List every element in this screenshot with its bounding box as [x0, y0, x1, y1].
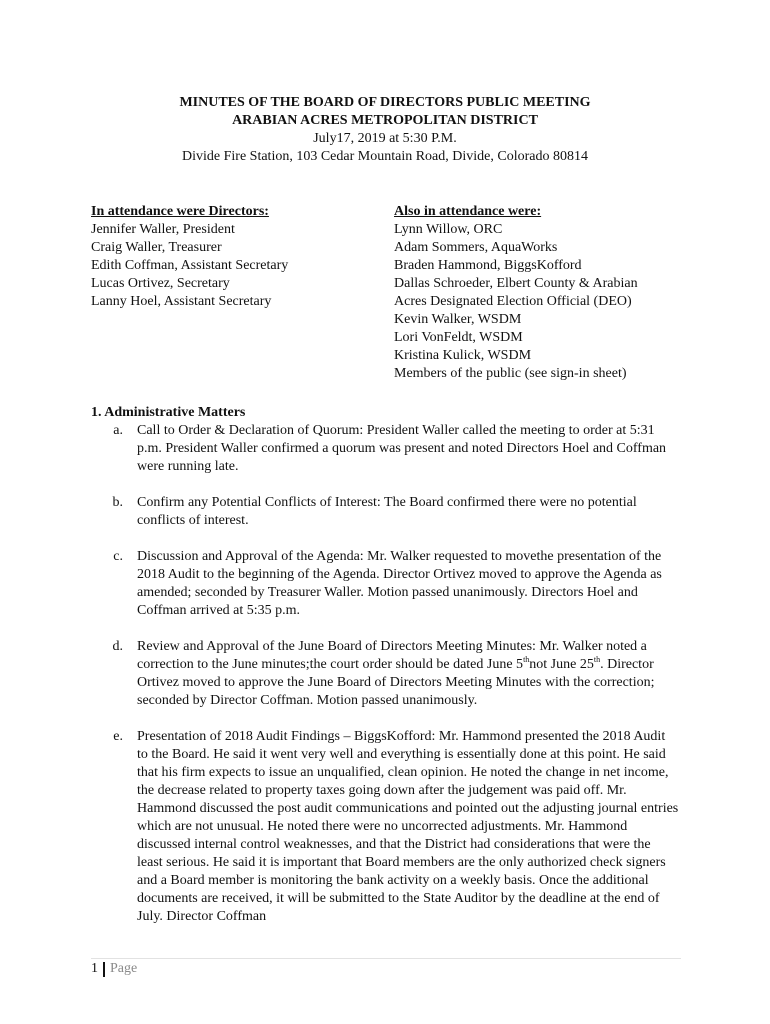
ordinal-suffix: th: [593, 655, 601, 664]
document-title: MINUTES OF THE BOARD OF DIRECTORS PUBLIC MEETING: [179, 95, 591, 110]
agenda-item-b: [91, 494, 691, 530]
directors-heading: In attendance were Directors:: [91, 204, 269, 219]
item-label: c.: [113, 549, 123, 564]
item-text-part: . Director Ortivez moved to approve the June Board of Directors Meeting Minutes with the correction; seconded by Director Coffman. Motion passed unanimously.: [137, 657, 655, 708]
meeting-location: Divide Fire Station, 103 Cedar Mountain Road, Divide, Colorado 80814: [182, 149, 588, 164]
attendee-entry: Lori VonFeldt, WSDM: [394, 330, 523, 345]
administrative-matters-section: [91, 404, 691, 944]
director-entry: Edith Coffman, Assistant Secretary: [91, 258, 289, 273]
attendee-entry: Kevin Walker, WSDM: [394, 312, 522, 327]
attendee-entry: Braden Hammond, BiggsKofford: [394, 258, 582, 273]
district-name: ARABIAN ACRES METROPOLITAN DISTRICT: [232, 113, 538, 128]
others-attendance: [394, 203, 684, 383]
director-entry: Lucas Ortivez, Secretary: [91, 276, 230, 291]
item-label: a.: [113, 423, 123, 438]
footer-divider: [103, 962, 105, 977]
page-number: 1: [91, 961, 98, 976]
footer-rule: [91, 958, 681, 959]
directors-attendance: [91, 203, 361, 311]
minutes-header: [0, 94, 770, 166]
item-label: d.: [112, 639, 123, 654]
director-entry: Lanny Hoel, Assistant Secretary: [91, 294, 272, 309]
item-text: Presentation of 2018 Audit Findings – BiggsKofford: Mr. Hammond presented the 2018 Audit to the Board. He said it went very well and everything is essentially done at this point. He said that his firm expects to issue an unqualified, clean opinion. He noted the change in net income, the decrease related to property taxes going down after the judgement was paid off. Mr. Hammond discussed the post audit communications and pointed out the adjusting journal entries which are not unusual. He noted there were no uncorrected adjustments. Mr. Hammond discussed internal control weaknesses, and that the District had considerations that were the least serious. He said it is important that Board members are the only authorized check signers and a Board member is monitoring the bank activity on a weekly basis. Once the additional documents are received, it will be submitted to the State Auditor by the deadline at the end of July. Director Coffman: [137, 729, 679, 924]
item-text: Discussion and Approval of the Agenda: Mr. Walker requested to movethe presentation of the 2018 Audit to the beginning of the Agenda. Director Ortivez moved to approve the Agenda as amended; seconded by Treasurer Waller. Motion passed unanimously. Directors Hoel and Coffman arrived at 5:35 p.m.: [137, 549, 662, 618]
attendee-entry: Adam Sommers, AquaWorks: [394, 240, 558, 255]
item-label: e.: [113, 729, 123, 744]
attendee-entry: Acres Designated Election Official (DEO): [394, 294, 632, 309]
item-text: Call to Order & Declaration of Quorum: President Waller called the meeting to order at 5:31 p.m. President Waller confirmed a quorum was present and noted Directors Hoel and Coffman were running late.: [137, 423, 667, 474]
item-text: [137, 638, 679, 710]
director-entry: Craig Waller, Treasurer: [91, 240, 222, 255]
item-text-part: not June 25: [529, 657, 594, 672]
attendee-entry: Dallas Schroeder, Elbert County & Arabian: [394, 276, 638, 291]
agenda-item-d: [91, 638, 691, 710]
meeting-date: July17, 2019 at 5:30 P.M.: [313, 131, 457, 146]
item-text-part: Review and Approval of the June Board of Directors Meeting Minutes: Mr. Walker noted a correction to the June minutes;the court order should be dated June 5: [137, 639, 647, 672]
attendee-entry: Members of the public (see sign-in sheet): [394, 366, 627, 381]
section-heading: 1. Administrative Matters: [91, 405, 246, 420]
item-text: Confirm any Potential Conflicts of Interest: The Board confirmed there were no potential conflicts of interest.: [137, 495, 637, 528]
agenda-item-e: [91, 728, 691, 926]
attendee-entry: Kristina Kulick, WSDM: [394, 348, 532, 363]
director-entry: Jennifer Waller, President: [91, 222, 235, 237]
page-footer: [91, 961, 681, 981]
attendee-entry: Lynn Willow, ORC: [394, 222, 503, 237]
page-label: Page: [110, 961, 138, 976]
agenda-item-c: [91, 548, 691, 620]
agenda-item-a: [91, 422, 691, 476]
item-label: b.: [112, 495, 123, 510]
ordinal-suffix: th: [523, 655, 530, 664]
others-heading: Also in attendance were:: [394, 204, 542, 219]
